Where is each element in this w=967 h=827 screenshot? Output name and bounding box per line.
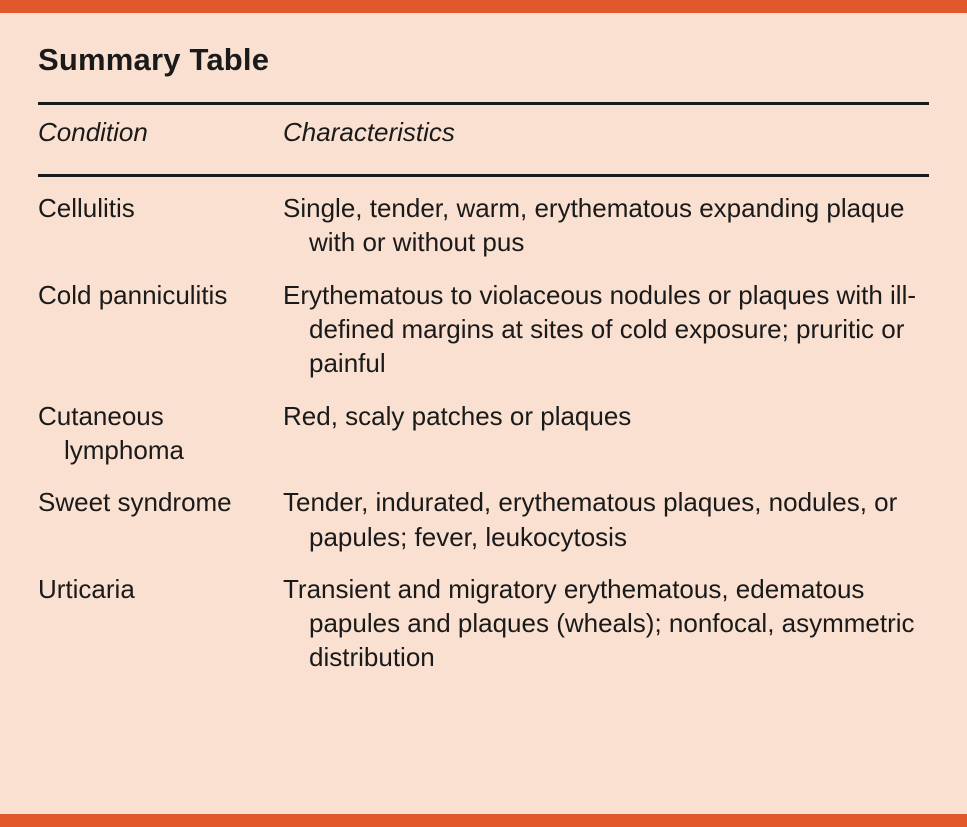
cell-characteristics: Single, tender, warm, erythematous expanding plaque with or without pus — [283, 193, 905, 258]
table-row — [38, 476, 929, 563]
cell-characteristics: Transient and migratory erythematous, edematous papules and plaques (wheals); nonfocal, asymmetric distribution — [283, 573, 915, 673]
table-row — [38, 177, 929, 269]
cell-characteristics: Erythematous to violaceous nodules or plaques with ill-defined margins at sites of cold exposure; pruritic or painful — [283, 279, 917, 379]
bottom-spacer — [0, 684, 967, 814]
cell-condition: Urticaria — [38, 573, 135, 604]
summary-table — [38, 105, 929, 160]
cell-condition: Cutaneous lymphoma — [38, 400, 184, 465]
cell-characteristics: Red, scaly patches or plaques — [283, 400, 632, 431]
table-row — [38, 563, 929, 684]
table-header — [38, 105, 929, 160]
cell-condition: Sweet syndrome — [38, 487, 232, 518]
table-header-row — [38, 105, 929, 160]
column-header-condition: Condition — [38, 117, 148, 147]
table-row — [38, 269, 929, 390]
table-row — [38, 390, 929, 477]
summary-table-body — [38, 177, 929, 684]
cell-condition: Cold panniculitis — [38, 279, 228, 310]
page-title: Summary Table — [38, 42, 270, 77]
cell-characteristics: Tender, indurated, erythematous plaques, nodules, or papules; fever, leukocytosis — [283, 487, 898, 552]
cell-condition: Cellulitis — [38, 193, 135, 223]
column-header-characteristics: Characteristics — [283, 117, 455, 147]
